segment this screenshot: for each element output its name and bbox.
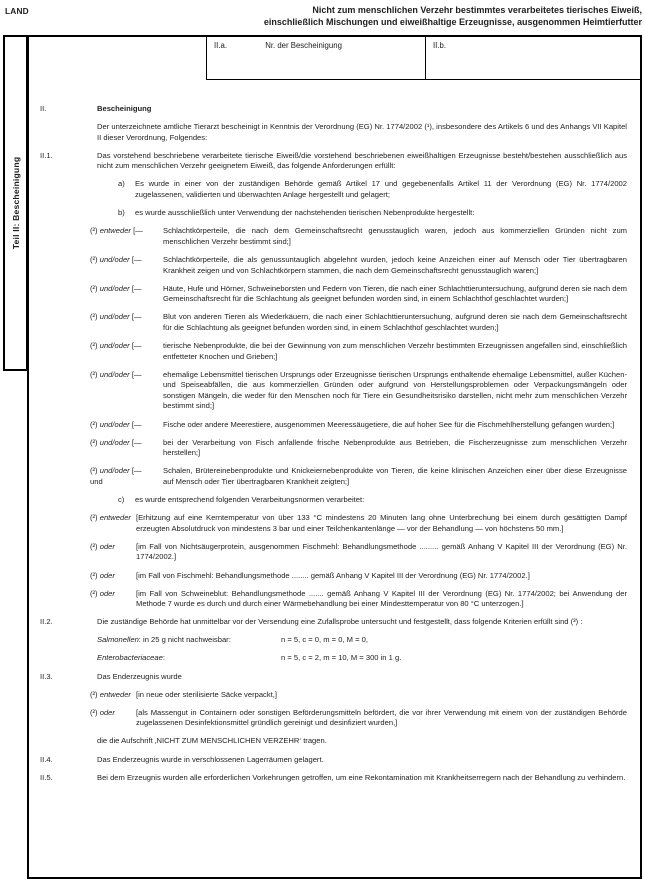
footnote-ref: (²) (90, 226, 98, 236)
criterion-name: Salmonellen (97, 635, 139, 645)
list-item-text: Schlachtkörperteile, die nach dem Gemeinschaftsrecht genusstauglich waren, jedoch aus kommerziellen Gründen nicht zum menschlichen Verzehr bestimmt sind;] (163, 226, 627, 246)
list-item-text: Fische oder andere Meerestiere, ausgenommen Meeressäugetiere, die auf hoher See für die Fischmehlherstellung gefangen wurden;] (163, 419, 615, 429)
criterion-name: Enterobacteriaceae (97, 653, 163, 663)
list-item-text: tierische Nebenprodukte, die bei der Gewinnung von zum menschlichen Verzehr bestimmten Erzeugnissen angefallen sind, einschließlich entfetteter Knochen und Grieben;] (163, 341, 627, 361)
list-item: (²) oder [im Fall von Schweineblut: Behandlungsmethode ....... gemäß Anhang V Kapitel III der Verordnung (EG) Nr. 1774/2002; bei Anwendung der Methode 7 wurde es durch und durch einer Wärmebehandlung bei einer Mindesttemperatur von 80 °C unterzogen.] (90, 588, 627, 609)
list-item-text: ehemalige Lebensmittel tierischen Ursprungs oder Erzeugnisse tierischen Ursprungs enthaltende ehemalige Lebensmittel, außer Küchen- und Speiseabfällen, die aus kommerziellen Gründen oder aufgrund von Herstellungsproblemen oder Verpackungsmängeln oder sonstigen Mängeln, die weder für den Menschen noch für Tiere ein Gesundheitsrisiko darstellen, nicht mehr zum menschlichen Verzehr bestimmt sind;] (163, 369, 627, 411)
section-number: II.3. (40, 671, 53, 681)
footnote-ref: (²) (90, 541, 98, 551)
iia-label: Nr. der Bescheinigung (265, 41, 342, 50)
list-item-text: Schlachtkörperteile, die als genussuntauglich abgelehnt wurden, jedoch keine Anzeichen einer auf Mensch oder Tier übertragbaren Krankheit zeigen und von Schlachtkörpern stammen, die nach dem Gemeinschaftsrecht genusstauglich waren;] (163, 254, 627, 275)
item-marker: b) (118, 208, 125, 218)
section-ii4-text: Das Enderzeugnis wurde in verschlossenen Lagerräumen gelagert. (97, 754, 324, 764)
list-item-text: [in neue oder sterilisierte Säcke verpackt,] (136, 689, 277, 699)
list-item: (²) oder [im Fall von Fischmehl: Behandlungsmethode ........ gemäß Anhang V Kapitel III der Verordnung (EG) Nr. 1774/2002.] (40, 571, 627, 582)
list-item-text: Häute, Hufe und Hörner, Schweineborsten und Federn von Tieren, die nach einer Schlachttieruntersuchung, aufgrund deren sie nach dem Gemeinschaftsrecht für die Schlachtung als geeignet befunden worden sind, in einem Schlachthof geschlachtet wurden;] (163, 283, 627, 304)
header-cell-iib (425, 37, 640, 80)
and-connector: und (90, 476, 103, 486)
footnote-ref: (²) (90, 254, 98, 264)
criterion-row: Salmonellen: in 25 g nicht nachweisbar: n = 5, c = 0, m = 0, M = 0, (40, 635, 627, 646)
list-item: (²) oder [als Massengut in Containern oder sonstigen Beförderungsmitteln befördert, die vor ihrer Verwendung mit einem von der zuständigen Behörde zugelassenen Desinfektionsmittel gründlich gereinigt und desinfiziert wurden,] (90, 707, 627, 728)
list-item: (²) und/oder [— Fische oder andere Meerestiere, ausgenommen Meeressäugetiere, die auf hoher See für die Fischmehlherstellung gefangen wurden;] (40, 420, 627, 431)
part-ii-side-label: Teil II: Bescheinigung (10, 156, 21, 250)
item-c-text: es wurde entsprechend folgenden Verarbeitungsnormen verarbeitet: (135, 495, 365, 505)
footnote-ref: (²) (90, 466, 98, 476)
section-ii-heading-row (40, 104, 627, 115)
list-item: (²) oder [im Fall von Nichtsäugerprotein, ausgenommen Fischmehl: Behandlungsmethode ......... gemäß Anhang V Kapitel III der Verordnung (EG) Nr. 1774/2002.] (90, 541, 627, 562)
criterion-value: n = 5, c = 2, m = 10, M = 300 in 1 g. (281, 653, 402, 663)
certificate-box (27, 35, 642, 879)
section-number: II. (40, 104, 47, 113)
footnote-ref: (²) (90, 437, 98, 447)
list-item: (²) entweder [in neue oder sterilisierte Säcke verpackt,] (40, 690, 627, 701)
footnote-ref: (²) (90, 369, 98, 379)
section-ii5-row (40, 773, 627, 784)
list-item-text: [Erhitzung auf eine Kerntemperatur von über 133 °C mindestens 20 Minuten lang ohne Unterbrechung bei einem durch gesättigten Dampf erzeugten Absolutdruck von mindestens 3 bar und einer Teilchenkantenlänge — vor der Behandlung — von höchstens 50 mm.] (136, 513, 627, 533)
list-item: (²) und/oder [— tierische Nebenprodukte, die bei der Gewinnung von zum menschlichen Verzehr bestimmten Erzeugnissen angefallen sind, einschließlich entfetteter Knochen und Grieben;] (90, 341, 627, 361)
document-title (82, 5, 642, 28)
list-item-text: [im Fall von Nichtsäugerprotein, ausgenommen Fischmehl: Behandlungsmethode ......... gemäß Anhang V Kapitel III der Verordnung (EG) Nr. 1774/2002.] (136, 541, 627, 562)
iib-code: II.b. (433, 41, 447, 50)
section-ii1-row (40, 151, 627, 172)
section-ii-intro: Der unterzeichnete amtliche Tierarzt bescheinigt in Kenntnis der Verordnung (EG) Nr. 1774/2002 (¹), insbesondere des Artikels 6 und des Anhangs VII Kapitel II dieser Verordnung, Folgendes: (97, 122, 627, 142)
criterion-value: n = 5, c = 0, m = 0, M = 0, (281, 635, 368, 645)
section-ii-intro-row (40, 122, 627, 143)
item-c-row (40, 495, 627, 506)
section-ii2-text: Die zuständige Behörde hat unmittelbar vor der Versendung eine Zufallsprobe untersucht und festgestellt, dass folgende Kriterien erfüllt sind (³) : (97, 617, 583, 627)
header-cell-iia (206, 37, 425, 80)
list-item-text: [im Fall von Fischmehl: Behandlungsmethode ........ gemäß Anhang V Kapitel III der Verordnung (EG) Nr. 1774/2002.] (136, 570, 530, 580)
iia-code: II.a. (214, 41, 228, 50)
section-heading: Bescheinigung (97, 104, 152, 113)
item-b-text: es wurde ausschließlich unter Verwendung der nachstehenden tierischen Nebenprodukte hergestellt: (135, 208, 475, 218)
item-a-row (40, 179, 627, 200)
item-marker: c) (118, 495, 125, 505)
item-a-text: Es wurde in einer von der zuständigen Behörde gemäß Artikel 17 und gegebenenfalls Artikel 11 der Verordnung (EG) Nr. 1774/2002 zugelassenen, validierten und überwachten Anlage hergestellt und gelagert; (135, 179, 627, 200)
footnote-ref: (²) (90, 419, 98, 429)
footnote-ref: (²) (90, 689, 98, 699)
list-item-text: [als Massengut in Containern oder sonstigen Beförderungsmitteln befördert, die vor ihrer Verwendung mit einem von der zuständigen Behörde zugelassenen Desinfektionsmittel gründlich gereinigt und desinfiziert wurden,] (136, 707, 627, 728)
section-ii5-text: Bei dem Erzeugnis wurden alle erforderlichen Vorkehrungen getroffen, um eine Rekontamination mit Krankheitserregern nach der Behandlung zu verhindern. (97, 772, 626, 782)
section-ii3-text: Das Enderzeugnis wurde (97, 671, 182, 681)
footnote-ref: (²) (90, 341, 98, 350)
list-item: (²) und/oder [— Blut von anderen Tieren als Wiederkäuern, die nach einer Schlachttieruntersuchung, aufgrund deren sie nach dem Gemeinschaftsrecht für die Schlachtung als geeignet befunden worden sind, in einem Schlachthof geschlachtet wurden;] (90, 312, 627, 332)
list-item: (²) entweder [— Schlachtkörperteile, die nach dem Gemeinschaftsrecht genusstauglich waren, jedoch aus kommerziellen Gründen nicht zum menschlichen Verzehr bestimmt sind;] (90, 226, 627, 246)
footnote-ref: (²) (90, 570, 98, 580)
item-marker: a) (118, 179, 125, 189)
land-label: LAND (5, 6, 29, 16)
footnote-ref: (²) (90, 707, 98, 717)
list-item-text: Blut von anderen Tieren als Wiederkäuern, die nach einer Schlachttieruntersuchung, aufgrund deren sie nach dem Gemeinschaftsrecht für die Schlachtung als geeignet befunden worden sind, in einem Schlachthof geschlachtet wurden;] (163, 312, 627, 332)
list-item: (²) und/oder [— und Schalen, Brütereinebenprodukte und Knickeiernebenprodukte von Tieren, die keine klinischen Anzeichen einer über diese Erzeugnisse auf Mensch oder Tier übertragbaren Krankheit zeigten;] (90, 466, 627, 486)
section-number: II.4. (40, 754, 53, 764)
section-number: II.5. (40, 772, 53, 782)
item-b-row (40, 208, 627, 219)
criterion-row: Enterobacteriaceae: n = 5, c = 2, m = 10, M = 300 in 1 g. (40, 653, 627, 664)
section-number: II.2. (40, 617, 53, 627)
footnote-ref: (²) (90, 513, 98, 523)
list-item: (²) und/oder [— bei der Verarbeitung von Fisch anfallende frische Nebenprodukte aus Betrieben, die Fischerzeugnisse zum menschlichen Verzehr herstellen;] (90, 437, 627, 458)
certificate-body (29, 80, 640, 877)
list-item-text: bei der Verarbeitung von Fisch anfallende frische Nebenprodukte aus Betrieben, die Fischerzeugnisse zum menschlichen Verzehr herstellen;] (163, 437, 627, 458)
document-title-line2: einschließlich Mischungen und eiweißhaltige Erzeugnisse, ausgenommen Heimtierfutter (263, 16, 642, 27)
footnote-ref: (²) (90, 312, 98, 322)
list-item: (²) und/oder [— Häute, Hufe und Hörner, Schweineborsten und Federn von Tieren, die nach einer Schlachttieruntersuchung, aufgrund deren sie nach dem Gemeinschaftsrecht für die Schlachtung als geeignet befunden worden sind, in einem Schlachthof geschlachtet wurden;] (90, 283, 627, 304)
list-item: (²) und/oder [— Schlachtkörperteile, die als genussuntauglich abgelehnt wurden, jedoch keine Anzeichen einer auf Mensch oder Tier übertragbaren Krankheit zeigen und von Schlachtkörpern stammen, die nach dem Gemeinschaftsrecht genusstauglich waren;] (90, 254, 627, 275)
footnote-ref: (²) (90, 588, 98, 598)
inscription-note: die die Aufschrift ‚NICHT ZUM MENSCHLICHEN VERZEHR‘ tragen. (97, 736, 327, 746)
section-ii2-row (40, 617, 627, 628)
section-ii1-text: Das vorstehend beschriebene verarbeitete tierische Eiweiß/die vorstehend beschriebenen eiweißhaltigen Erzeugnisse besteht/bestehen ausschließlich aus nicht zum menschlichen Verzehr geeignetem Eiweiß, das folgende Anforderungen erfüllt: (97, 150, 627, 171)
list-item-text: Schalen, Brütereinebenprodukte und Knickeiernebenprodukte von Tieren, die keine klinischen Anzeichen einer über diese Erzeugnisse auf Mensch oder Tier übertragbaren Krankheit zeigten;] (163, 466, 627, 486)
part-ii-side-tab (3, 35, 28, 371)
footnote-ref: (²) (90, 283, 98, 293)
list-item-text: [im Fall von Schweineblut: Behandlungsmethode ....... gemäß Anhang V Kapitel III der Verordnung (EG) Nr. 1774/2002; bei Anwendung der Methode 7 wurde es durch und durch einer Wärmebehandlung bei einer Mindesttemperatur von 80 °C unterzogen.] (136, 588, 627, 609)
list-item: (²) und/oder [— ehemalige Lebensmittel tierischen Ursprungs oder Erzeugnisse tierischen Ursprungs enthaltende ehemalige Lebensmittel, außer Küchen- und Speiseabfällen, die aus kommerziellen Gründen oder aufgrund von Herstellungsproblemen oder Verpackungsmängeln oder sonstigen Mängeln, die weder für den Menschen noch für Tiere ein Gesundheitsrisiko darstellen, nicht mehr zum menschlichen Verzehr bestimmt sind;] (90, 369, 627, 411)
document-title-line1: Nicht zum menschlichen Verzehr bestimmtes verarbeitetes tierisches Eiweiß, (312, 5, 642, 15)
section-ii3-row (40, 672, 627, 683)
section-ii4-row (40, 755, 627, 766)
list-item: (²) entweder [Erhitzung auf eine Kerntemperatur von über 133 °C mindestens 20 Minuten lang ohne Unterbrechung bei einem durch gesättigten Dampf erzeugten Absolutdruck von mindestens 3 bar und einer Teilchenkantenlänge — vor der Behandlung — von höchstens 50 mm.] (90, 513, 627, 533)
section-number: II.1. (40, 150, 53, 160)
